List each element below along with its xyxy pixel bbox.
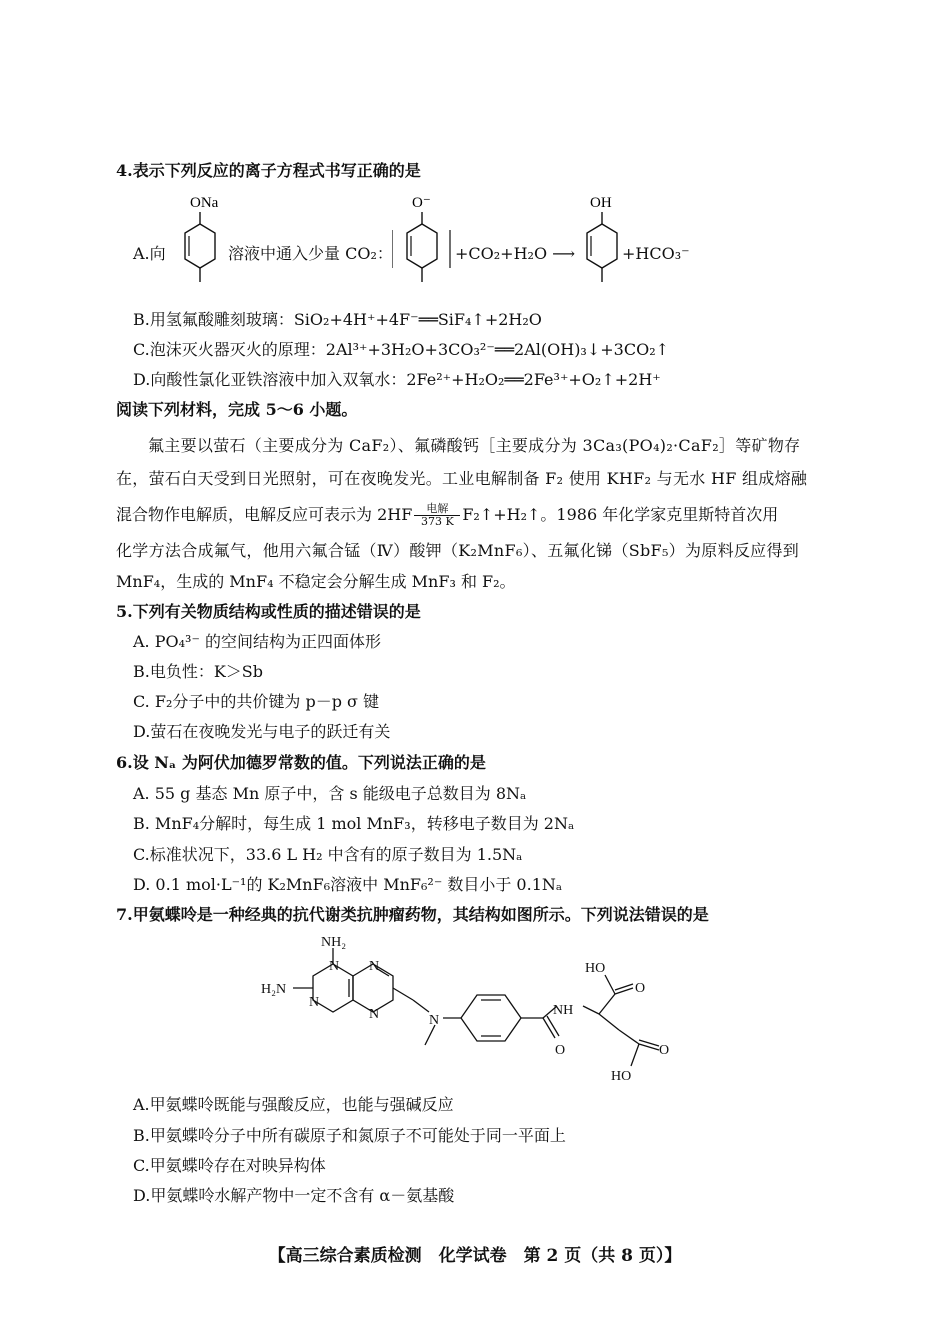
q5-stem: 5.下列有关物质结构或性质的描述错误的是	[116, 602, 421, 621]
temperature-label: 373 K	[420, 515, 454, 528]
q6-option-d: D. 0.1 mol·L⁻¹的 K₂MnF₆溶液中 MnF₆²⁻ 数目小于 0.1Nₐ	[133, 875, 563, 894]
q4-option-a-label: A.向	[133, 244, 166, 263]
q4-option-a-tail: +HCO₃⁻	[622, 244, 690, 263]
q7-option-c: C.甲氨蝶呤存在对映异构体	[133, 1156, 326, 1175]
q4-option-d: D.向酸性氯化亚铁溶液中加入双氧水：2Fe²⁺+H₂O₂══2Fe³⁺+O₂↑+2H⁺	[133, 370, 661, 389]
mtx-h2n-label: H₂N	[261, 982, 287, 997]
q5-option-d: D.萤石在夜晚发光与电子的跃迁有关	[133, 722, 391, 741]
mtx-o-label-2: O	[635, 981, 646, 996]
q4-option-a-reaction: +CO₂+H₂O ⟶	[455, 244, 576, 263]
q5-option-c: C. F₂分子中的共价键为 p－p σ 键	[133, 692, 380, 711]
phenolate-ion-structure	[392, 190, 452, 295]
mtx-o-label-1: O	[555, 1043, 566, 1058]
mtx-nh2-label: NH₂	[321, 935, 347, 950]
q7-option-b: B.甲氨蝶呤分子中所有碳原子和氮原子不可能处于同一平面上	[133, 1126, 566, 1145]
mtx-o-label-3: O	[659, 1043, 670, 1058]
mtx-n-label-4: N	[369, 1007, 380, 1022]
methotrexate-structure	[255, 930, 695, 1090]
q6-stem: 6.设 Nₐ 为阿伏加德罗常数的值。下列说法正确的是	[116, 753, 486, 772]
electrolysis-condition	[414, 503, 460, 528]
sodium-phenolate-structure	[170, 190, 230, 295]
reading-line-5: MnF₄，生成的 MnF₄ 不稳定会分解生成 MnF₃ 和 F₂。	[116, 572, 516, 591]
q6-option-a: A. 55 g 基态 Mn 原子中，含 s 能级电子总数目为 8Nₐ	[133, 784, 527, 803]
q4-option-a-middle: 溶液中通入少量 CO₂：	[228, 244, 393, 263]
q4-option-b: B.用氢氟酸雕刻玻璃：SiO₂+4H⁺+4F⁻══SiF₄↑+2H₂O	[133, 310, 542, 329]
mtx-n-label-2: N	[309, 995, 320, 1010]
mtx-nh-label: NH	[553, 1003, 574, 1018]
reading-line-2: 在，萤石白天受到日光照射，可在夜晚发光。工业电解制备 F₂ 使用 KHF₂ 与无水 HF 组成熔融	[116, 469, 808, 488]
q4-mol3-label: OH	[590, 195, 612, 211]
q5-option-b: B.电负性：K＞Sb	[133, 662, 264, 681]
mtx-n-label-1: N	[329, 959, 340, 974]
reading-line-3	[116, 503, 778, 528]
electrolysis-label: 电解	[426, 502, 449, 515]
q4-option-c: C.泡沫灭火器灭火的原理：2Al³⁺+3H₂O+3CO₃²⁻══2Al(OH)₃↓+3CO₂↑	[133, 340, 670, 359]
q7-option-a: A.甲氨蝶呤既能与强酸反应，也能与强碱反应	[133, 1095, 454, 1114]
reading-line-3-end: F₂↑+H₂↑。1986 年化学家克里斯特首次用	[462, 505, 779, 524]
mtx-n-label-3: N	[369, 959, 380, 974]
mtx-ho-label-1: HO	[585, 961, 606, 976]
page-footer: 【高三综合素质检测 化学试卷 第 2 页（共 8 页）】	[268, 1246, 682, 1266]
q6-option-b: B. MnF₄分解时，每生成 1 mol MnF₃，转移电子数目为 2Nₐ	[133, 814, 575, 833]
mtx-ho-label-2: HO	[611, 1069, 632, 1084]
reading-line-4: 化学方法合成氟气，他用六氟合锰（Ⅳ）酸钾（K₂MnF₆）、五氟化锑（SbF₅）为原料反应得到	[116, 541, 800, 560]
q4-mol2-label: O⁻	[412, 195, 431, 211]
reading-intro: 阅读下列材料，完成 5～6 小题。	[116, 400, 358, 419]
q7-stem: 7.甲氨蝶呤是一种经典的抗代谢类抗肿瘤药物，其结构如图所示。下列说法错误的是	[116, 905, 709, 924]
mtx-n-label-5: N	[429, 1013, 440, 1028]
q4-mol1-label: ONa	[190, 195, 219, 211]
q6-option-c: C.标准状况下，33.6 L H₂ 中含有的原子数目为 1.5Nₐ	[133, 845, 523, 864]
reading-line-3-start: 混合物作电解质，电解反应可表示为 2HF	[116, 505, 413, 524]
q4-stem: 4.表示下列反应的离子方程式书写正确的是	[116, 161, 421, 180]
q7-option-d: D.甲氨蝶呤水解产物中一定不含有 α－氨基酸	[133, 1186, 455, 1205]
reading-line-1: 氟主要以萤石（主要成分为 CaF₂）、氟磷酸钙［主要成分为 3Ca₃(PO₄)₂·CaF₂］等矿物存	[148, 436, 801, 455]
q5-option-a: A. PO₄³⁻ 的空间结构为正四面体形	[133, 632, 381, 651]
